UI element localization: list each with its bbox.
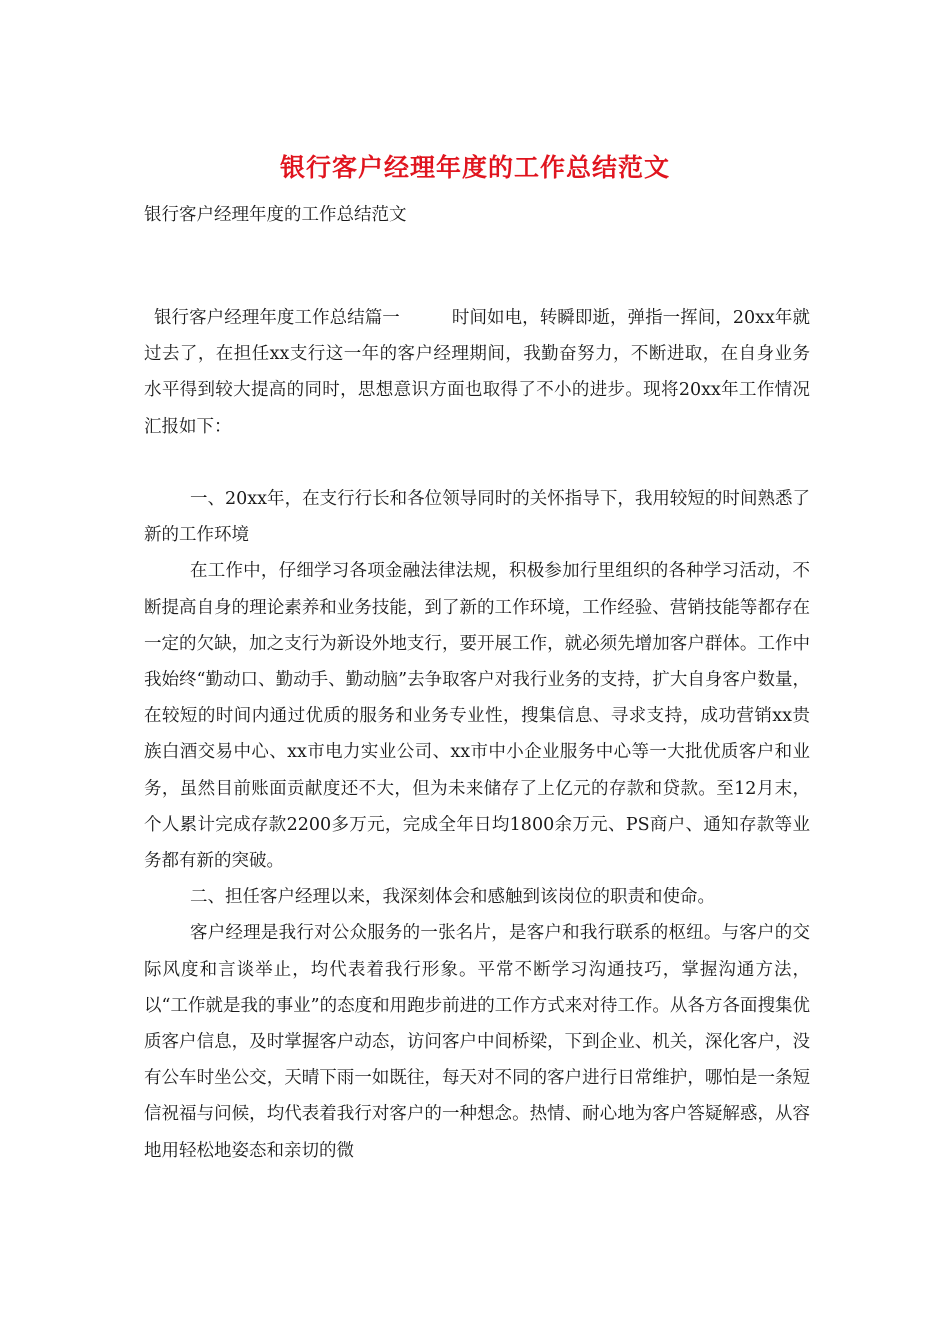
intro-paragraph (144, 300, 810, 445)
document-title: 银行客户经理年度的工作总结范文 (279, 153, 670, 182)
intro-heading: 银行客户经理年度工作总结篇一 (154, 308, 400, 328)
section2-body: 客户经理是我行对公众服务的一张名片，是客户和我行联系的枢纽。与客户的交际风度和言谈举止，均代表着我行形象。平常不断学习沟通技巧，掌握沟通方法，以“工作就是我的事业”的态度和用跑步前进的工作方式来对待工作。从各方各面搜集优质客户信息，及时掌握客户动态，访问客户中间桥梁，下到企业、机关，深化客户，没有公车时坐公交，天晴下雨一如既往，每天对不同的客户进行日常维护，哪怕是一条短信祝福与问候，均代表着我行对客户的一种想念。热情、耐心地为客户答疑解惑，从容地用轻松地姿态和亲切的微 (144, 923, 810, 1161)
intro-text: 时间如电，转瞬即逝，弹指一挥间，20xx年就过去了，在担任xx支行这一年的客户经理期间，我勤奋努力，不断进取，在自身业务水平得到较大提高的同时，思想意识方面也取得了不小的进步。现将20xx年工作情况汇报如下： (144, 308, 810, 437)
document-subtitle: 银行客户经理年度的工作总结范文 (144, 205, 407, 225)
document-body (144, 300, 810, 1169)
paragraph-spacer (144, 445, 810, 481)
section1-body: 在工作中，仔细学习各项金融法律法规，积极参加行里组织的各种学习活动，不断提高自身的理论素养和业务技能，到了新的工作环境，工作经验、营销技能等都存在一定的欠缺，加之支行为新设外地支行，要开展工作，就必须先增加客户群体。工作中我始终“勤动口、勤动手、勤动脑”去争取客户对我行业务的支持，扩大自身客户数量，在较短的时间内通过优质的服务和业务专业性，搜集信息、寻求支持，成功营销xx贵族白酒交易中心、xx市电力实业公司、xx市中小企业服务中心等一大批优质客户和业务，虽然目前账面贡献度还不大，但为未来储存了上亿元的存款和贷款。至12月末，个人累计完成存款2200多万元，完成全年日均1800余万元、PS商户、通知存款等业务都有新的突破。 (144, 561, 810, 872)
section1-heading: 一、20xx年，在支行行长和各位领导同时的关怀指导下，我用较短的时间熟悉了新的工作环境 (144, 489, 810, 546)
section2-heading: 二、担任客户经理以来，我深刻体会和感触到该岗位的职责和使命。 (190, 887, 715, 908)
